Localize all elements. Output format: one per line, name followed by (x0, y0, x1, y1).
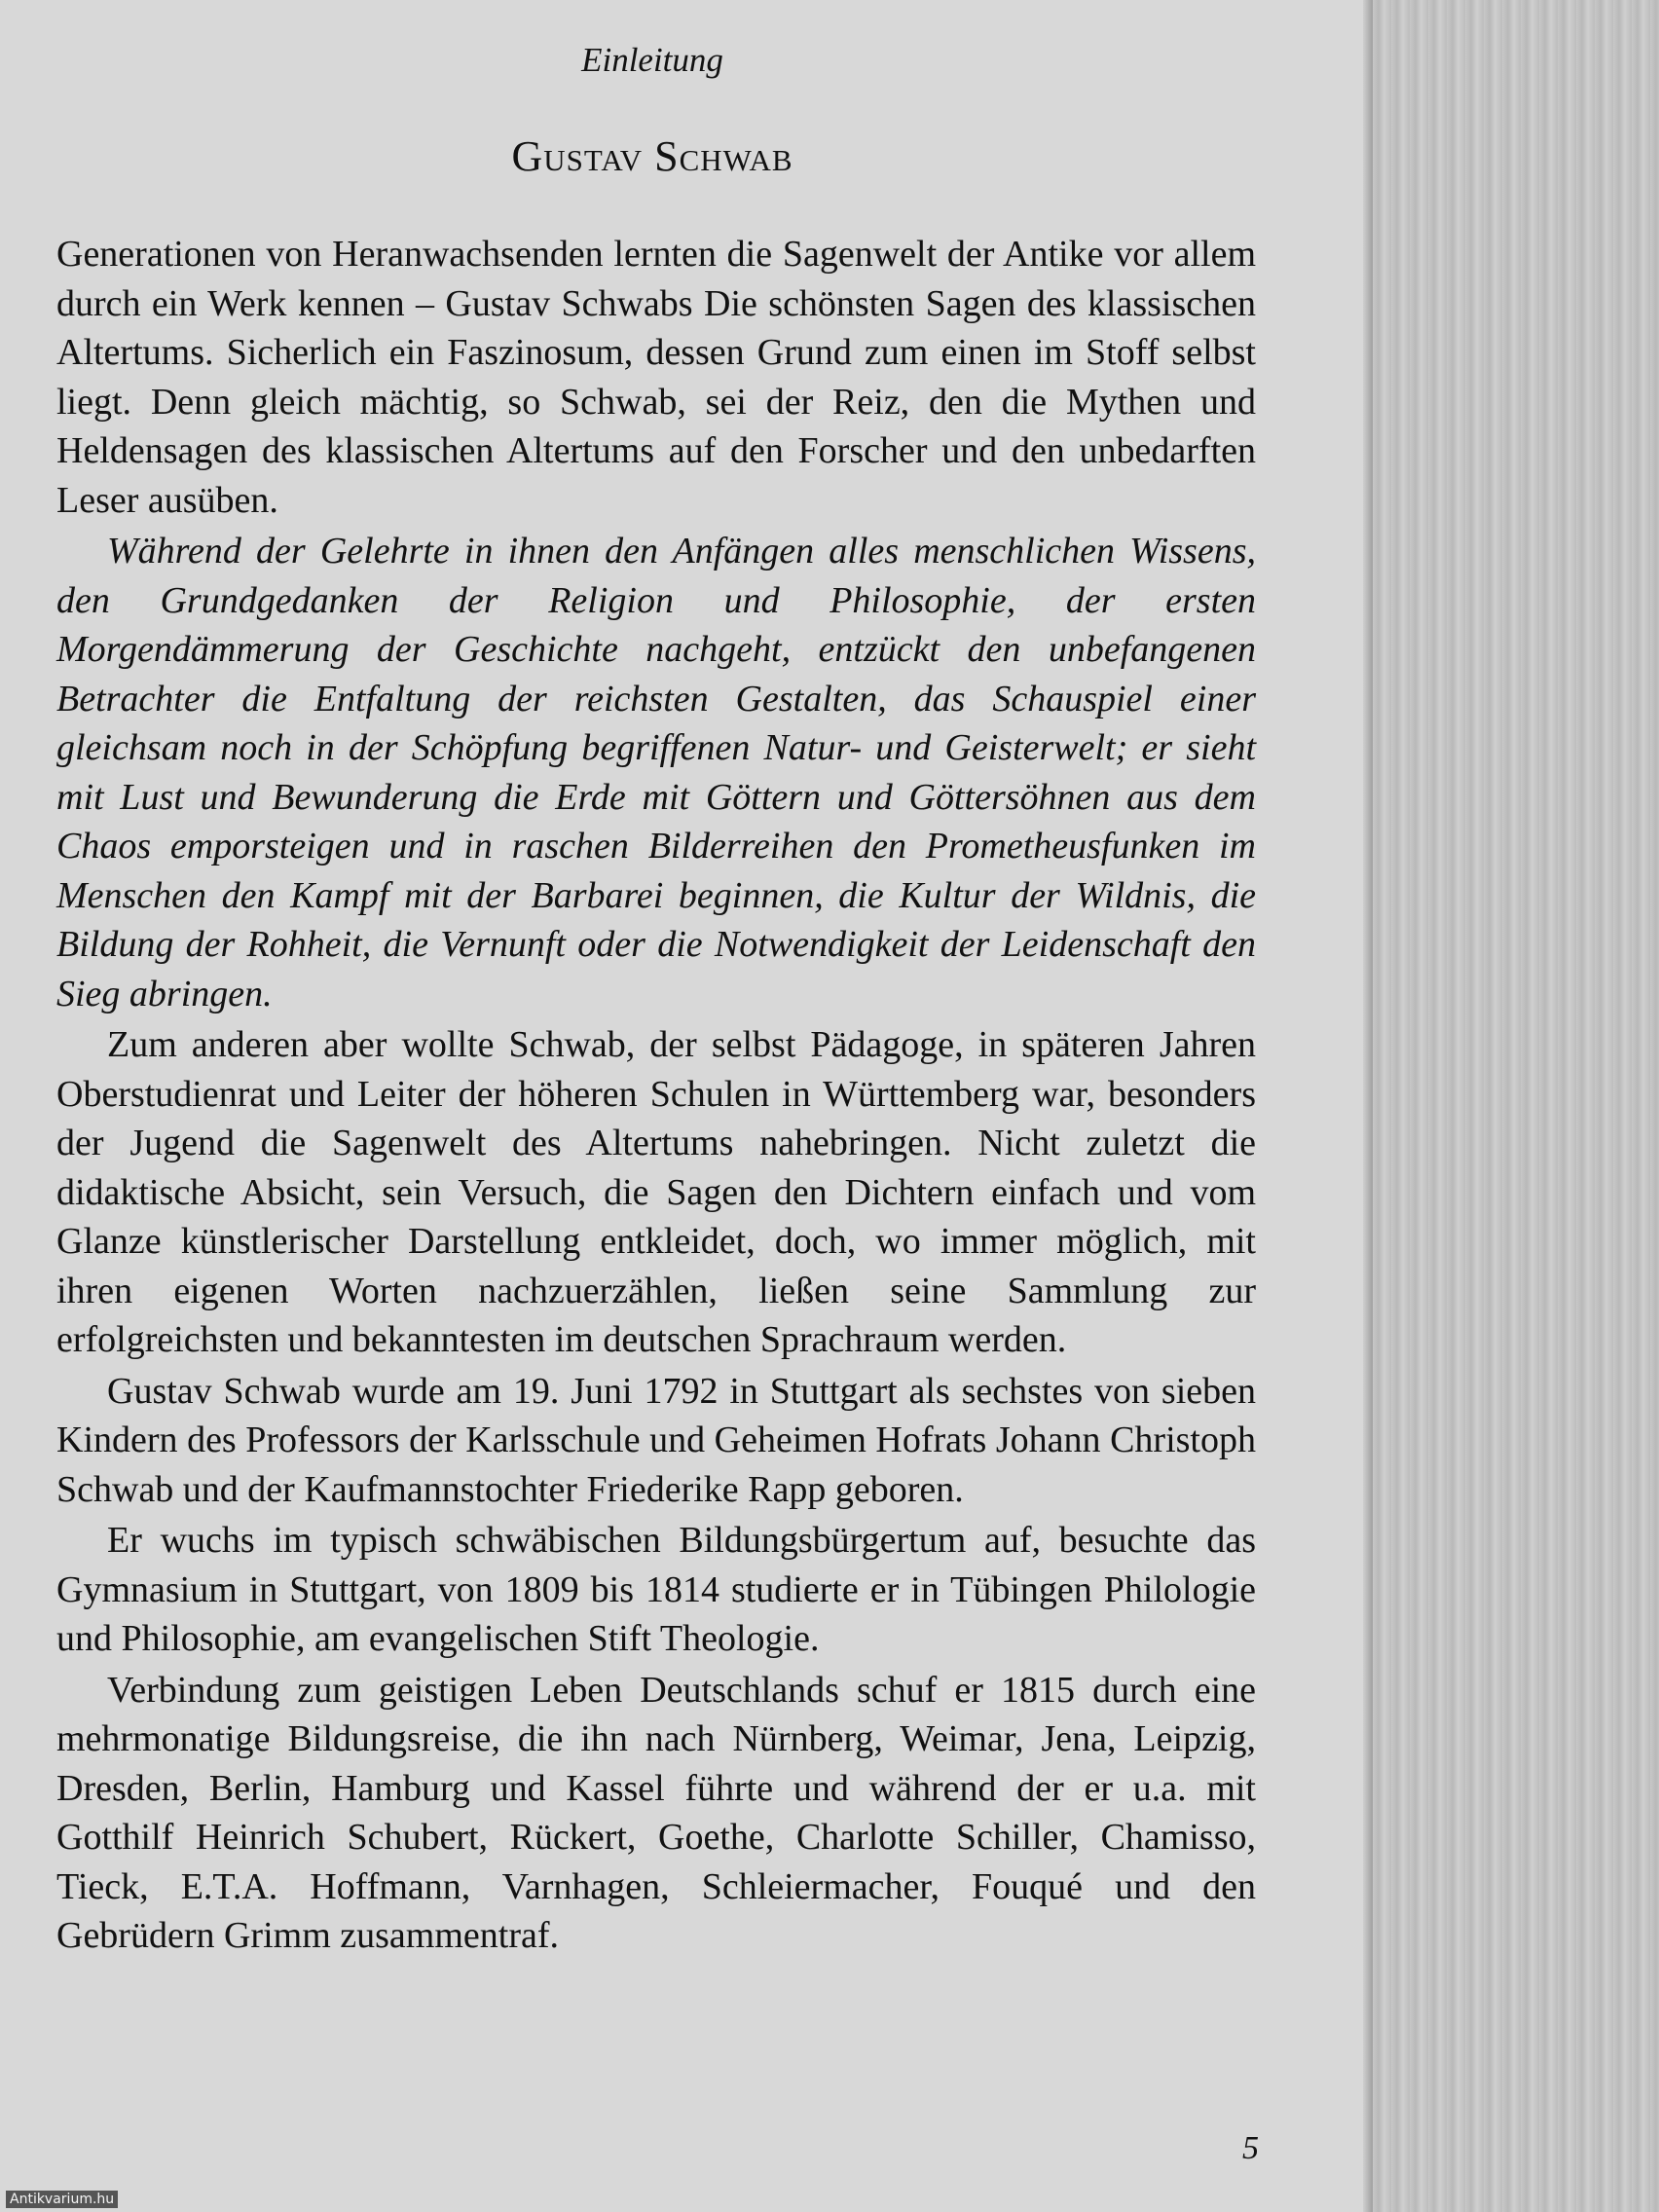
chapter-title: Gustav Schwab (511, 132, 793, 180)
paragraph-birth: Gustav Schwab wurde am 19. Juni 1792 in Stuttgart als sechstes von sieben Kindern des Professors der Karlsschule und Geheimen Hofrats Johann Christoph Schwab und der Kaufmannstochter Friederike Rapp geboren. (56, 1370, 1256, 1510)
paragraph-journey: Verbindung zum geistigen Leben Deutschlands schuf er 1815 durch eine mehrmonatige Bildungsreise, die ihn nach Nürnberg, Weimar, Jena, Leipzig, Dresden, Berlin, Hamburg und Kassel führte und während der er u.a. mit Gotthilf Heinrich Schubert, Rückert, Goethe, Charlotte Schiller, Chamisso, Tieck, E.T.A. Hoffmann, Varnhagen, Schleiermacher, Fouqué und den Gebrüdern Grimm zusammentraf. (56, 1669, 1256, 1956)
paragraph-education: Er wuchs im typisch schwäbischen Bildungsbürgertum auf, besuchte das Gymnasium in Stuttgart, von 1809 bis 1814 studierte er in Tübingen Philologie und Philosophie, am evangelischen Stift Theologie. (56, 1520, 1256, 1659)
body-text (56, 230, 1256, 1963)
paragraph-intro: Generationen von Heranwachsenden lernten die Sagenwelt der Antike vor allem durch ein Werk kennen – Gustav Schwabs Die schönsten Sagen des klassischen Altertums. Sicherlich ein Faszinosum, dessen Grund zum einen im Stoff selbst liegt. Denn gleich mächtig, so Schwab, sei der Reiz, den die Mythen und Heldensagen des klassischen Altertums auf den Forscher und den unbedarften Leser ausüben. (56, 234, 1256, 521)
background-surface (1373, 0, 1659, 2212)
paragraph-pedagogy: Zum anderen aber wollte Schwab, der selbst Pädagoge, in späteren Jahren Oberstudienrat und Leiter der höheren Schulen in Württemberg war, besonders der Jugend die Sagenwelt des Altertums nahebringen. Nicht zuletzt die didaktische Absicht, sein Versuch, die Sagen den Dichtern einfach und vom Glanze künstlerischer Darstellung entkleidet, doch, wo immer möglich, mit ihren eigenen Worten nachzuerzählen, ließen seine Sammlung zur erfolgreichsten und bekanntesten im deutschen Sprachraum werden. (56, 1024, 1256, 1360)
watermark: Antikvarium.hu (6, 2191, 118, 2208)
paragraph-quote: Während der Gelehrte in ihnen den Anfängen alles menschlichen Wissens, den Grundgedanken der Religion und Philosophie, der ersten Morgendämmerung der Geschichte nachgeht, entzückt den unbefangenen Betrachter die Entfaltung der reichsten Gestalten, das Schauspiel einer gleichsam noch in der Schöpfung begriffenen Natur- und Geisterwelt; er sieht mit Lust und Bewunderung die Erde mit Göttern und Göttersöhnen aus dem Chaos emporsteigen und in raschen Bilderreihen den Prometheusfunken im Menschen den Kampf mit der Barbarei beginnen, die Kultur der Wildnis, die Bildung der Rohheit, die Vernunft oder die Notwendigkeit der Leidenschaft den Sieg abringen. (56, 531, 1256, 1014)
running-head: Einleitung (581, 41, 723, 79)
page-number: 5 (1242, 2130, 1259, 2166)
